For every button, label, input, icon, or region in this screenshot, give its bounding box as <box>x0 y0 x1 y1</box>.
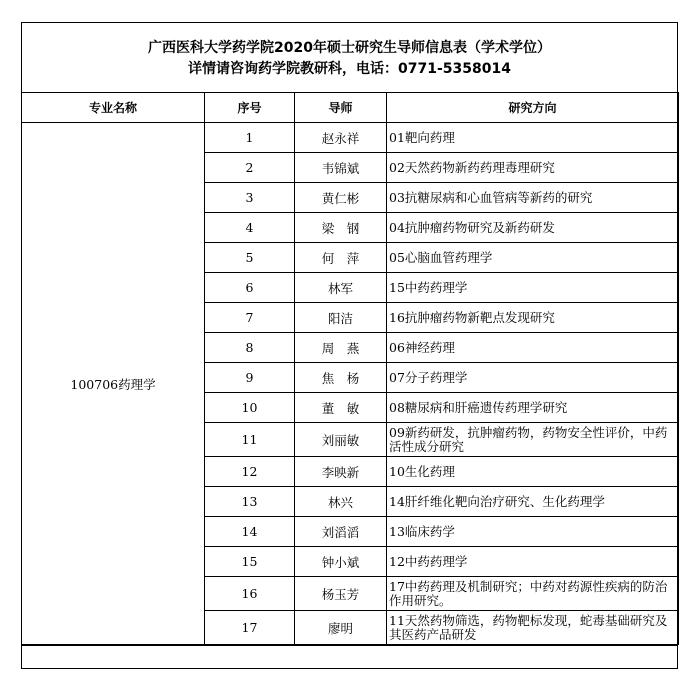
direction-cell: 13临床药学 <box>387 517 679 547</box>
seq-cell: 15 <box>205 547 295 577</box>
direction-cell: 17中药药理及机制研究；中药对药源性疾病的防治作用研究。 <box>387 577 679 611</box>
direction-cell: 06神经药理 <box>387 333 679 363</box>
advisor-cell: 杨玉芳 <box>295 577 387 611</box>
seq-cell: 16 <box>205 577 295 611</box>
direction-cell: 02天然药物新药药理毒理研究 <box>387 153 679 183</box>
advisor-cell: 钟小斌 <box>295 547 387 577</box>
major-name-cell: 100706药理学 <box>22 123 205 645</box>
direction-cell: 07分子药理学 <box>387 363 679 393</box>
column-header-major: 专业名称 <box>22 93 205 123</box>
direction-cell: 11天然药物筛选，药物靶标发现，蛇毒基础研究及其医药产品研发 <box>387 611 679 645</box>
direction-cell: 12中药药理学 <box>387 547 679 577</box>
advisor-cell: 林兴 <box>295 487 387 517</box>
column-header-seq: 序号 <box>205 93 295 123</box>
direction-cell: 01靶向药理 <box>387 123 679 153</box>
advisor-cell: 赵永祥 <box>295 123 387 153</box>
advisor-cell: 何 萍 <box>295 243 387 273</box>
advisor-table <box>21 92 679 645</box>
page-title: 广西医科大学药学院2020年硕士研究生导师信息表（学术学位） <box>148 40 551 56</box>
footer-band <box>22 645 677 668</box>
advisor-cell: 廖明 <box>295 611 387 645</box>
seq-cell: 9 <box>205 363 295 393</box>
direction-cell: 14肝纤维化靶向治疗研究、生化药理学 <box>387 487 679 517</box>
direction-cell: 05心脑血管药理学 <box>387 243 679 273</box>
advisor-cell: 梁 钢 <box>295 213 387 243</box>
advisor-info-sheet <box>21 22 678 669</box>
seq-cell: 11 <box>205 423 295 457</box>
advisor-cell: 阳洁 <box>295 303 387 333</box>
column-header-direction: 研究方向 <box>387 93 679 123</box>
direction-cell: 16抗肿瘤药物新靶点发现研究 <box>387 303 679 333</box>
seq-cell: 10 <box>205 393 295 423</box>
seq-cell: 5 <box>205 243 295 273</box>
advisor-cell: 韦锦斌 <box>295 153 387 183</box>
seq-cell: 3 <box>205 183 295 213</box>
seq-cell: 1 <box>205 123 295 153</box>
seq-cell: 4 <box>205 213 295 243</box>
table-body <box>22 123 679 645</box>
advisor-cell: 焦 杨 <box>295 363 387 393</box>
seq-cell: 14 <box>205 517 295 547</box>
seq-cell: 7 <box>205 303 295 333</box>
direction-cell: 10生化药理 <box>387 457 679 487</box>
direction-cell: 15中药药理学 <box>387 273 679 303</box>
seq-cell: 13 <box>205 487 295 517</box>
advisor-cell: 林军 <box>295 273 387 303</box>
seq-cell: 8 <box>205 333 295 363</box>
advisor-cell: 黄仁彬 <box>295 183 387 213</box>
table-row <box>22 123 679 153</box>
advisor-cell: 刘滔滔 <box>295 517 387 547</box>
advisor-cell: 周 燕 <box>295 333 387 363</box>
advisor-cell: 董 敏 <box>295 393 387 423</box>
seq-cell: 17 <box>205 611 295 645</box>
contact-line: 详情请咨询药学院教研科，电话：0771-5358014 <box>188 61 511 77</box>
column-header-advisor: 导师 <box>295 93 387 123</box>
direction-cell: 03抗糖尿病和心血管病等新药的研究 <box>387 183 679 213</box>
seq-cell: 6 <box>205 273 295 303</box>
direction-cell: 09新药研发，抗肿瘤药物，药物安全性评价，中药活性成分研究 <box>387 423 679 457</box>
direction-cell: 08糖尿病和肝癌遗传药理学研究 <box>387 393 679 423</box>
table-header-row <box>22 93 679 123</box>
advisor-cell: 刘丽敏 <box>295 423 387 457</box>
seq-cell: 12 <box>205 457 295 487</box>
seq-cell: 2 <box>205 153 295 183</box>
direction-cell: 04抗肿瘤药物研究及新药研发 <box>387 213 679 243</box>
title-block <box>22 23 677 93</box>
advisor-cell: 李映新 <box>295 457 387 487</box>
